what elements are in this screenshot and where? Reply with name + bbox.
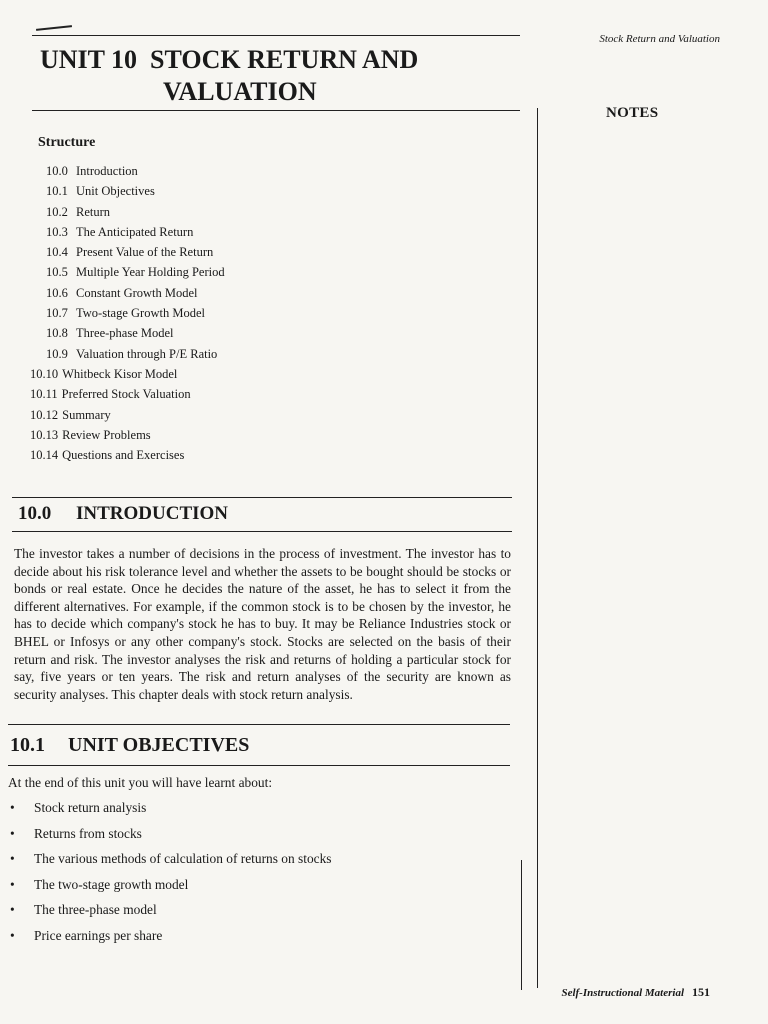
title-bottom-rule <box>32 110 520 111</box>
bullet-icon: • <box>10 800 15 815</box>
list-item <box>8 795 332 821</box>
objectives-intro: At the end of this unit you will have learnt about: <box>8 775 273 790</box>
list-item-text: Stock return analysis <box>34 800 147 815</box>
structure-item <box>30 405 225 425</box>
unit-title-line1: UNIT 10 STOCK RETURN AND <box>40 45 419 74</box>
structure-item-label: Three-phase Model <box>76 326 174 341</box>
intro-bottom-rule <box>12 531 512 532</box>
list-item-text: The various methods of calculation of returns on stocks <box>34 851 332 867</box>
structure-item <box>46 222 225 242</box>
objectives-title: UNIT OBJECTIVES <box>68 734 250 756</box>
structure-item-label: Unit Objectives <box>76 184 155 199</box>
structure-item-label: Preferred Stock Valuation <box>61 387 191 402</box>
list-item <box>8 872 332 898</box>
structure-item-label: Constant Growth Model <box>76 285 198 300</box>
bullet-icon: • <box>10 927 15 943</box>
notes-column-divider <box>537 108 538 988</box>
intro-title: INTRODUCTION <box>76 503 229 524</box>
structure-item <box>46 283 225 303</box>
structure-item-number: 10.6 <box>46 285 68 300</box>
structure-item-number: 10.5 <box>46 265 68 280</box>
list-item <box>8 897 332 923</box>
unit-title <box>40 44 418 108</box>
bullet-icon: • <box>10 902 15 918</box>
list-item-text: Returns from stocks <box>34 825 142 841</box>
structure-item <box>46 323 225 343</box>
list-item-text: Price earnings per share <box>34 927 163 943</box>
structure-heading: Structure <box>38 135 96 150</box>
structure-item-number: 10.2 <box>46 204 68 219</box>
objectives-number: 10.1 <box>10 734 45 756</box>
list-item <box>8 923 332 949</box>
list-item <box>8 846 332 872</box>
structure-item-number: 10.4 <box>46 245 68 260</box>
structure-list <box>30 161 225 465</box>
footer-divider <box>521 860 522 990</box>
intro-heading <box>18 503 228 525</box>
structure-item-number: 10.10 <box>30 366 59 381</box>
structure-item-number: 10.8 <box>46 326 68 341</box>
structure-item <box>30 384 225 404</box>
bullet-icon: • <box>10 851 15 867</box>
structure-item-number: 10.13 <box>30 427 59 442</box>
structure-item <box>46 262 225 282</box>
structure-item-number: 10.1 <box>46 184 68 199</box>
structure-item-label: The Anticipated Return <box>76 224 194 239</box>
running-head: Stock Return and Valuation <box>599 33 720 45</box>
objectives-bottom-rule <box>8 765 510 766</box>
bullet-icon: • <box>10 876 15 892</box>
objectives-list <box>8 795 332 949</box>
intro-top-rule <box>12 497 512 498</box>
structure-item-label: Questions and Exercises <box>62 448 185 463</box>
corner-mark <box>36 25 72 31</box>
intro-paragraph: The investor takes a number of decisions in the process of investment. The investor has to decide about his risk tolerance level and whether the assets to be bought should be stocks or bonds or real estate. Once he decides the nature of the asset, he has to select it from the different alternatives. For example, if the common stock is to be chosen by the investor, he has to decide which company's stock he has to buy. It may be Reliance Industries stock or BHEL or Infosys or any other company's stock. Stocks are selected on the basis of their return and risk. The investor analyses the risk and returns of holding a particular stock for say, five years or ten years. The risk and return analyses of the security are known as security analyses. This chapter deals with stock return analysis. <box>14 546 511 702</box>
structure-item-label: Multiple Year Holding Period <box>76 265 225 280</box>
structure-item-label: Introduction <box>76 164 138 178</box>
list-item <box>8 821 332 847</box>
structure-item-number: 10.7 <box>46 306 68 321</box>
list-item-text: The three-phase model <box>34 902 157 918</box>
structure-item-number: 10.14 <box>30 448 59 463</box>
structure-item <box>46 202 225 222</box>
structure-item-label: Two-stage Growth Model <box>76 306 205 321</box>
structure-item <box>46 303 225 323</box>
structure-item-number: 10.11 <box>30 387 58 402</box>
structure-item <box>46 242 225 262</box>
unit-title-line2: VALUATION <box>163 77 317 106</box>
structure-item-number: 10.3 <box>46 224 68 239</box>
structure-item <box>46 181 225 201</box>
structure-item-label: Summary <box>62 407 111 422</box>
objectives-heading <box>10 734 249 757</box>
footer-label: Self-Instructional Material <box>561 987 684 999</box>
structure-item <box>30 425 225 445</box>
structure-item-label: Return <box>76 204 111 219</box>
title-top-rule <box>32 35 520 36</box>
structure-item-label: Valuation through P/E Ratio <box>76 346 218 361</box>
structure-item-number: 10.12 <box>30 407 59 422</box>
structure-item <box>30 445 225 465</box>
page-footer <box>561 985 710 1000</box>
objectives-top-rule <box>8 724 510 725</box>
structure-item-label: Present Value of the Return <box>76 245 214 260</box>
structure-item <box>46 344 225 364</box>
page-number: 151 <box>692 985 710 999</box>
structure-item <box>30 364 225 384</box>
structure-item-number: 10.0 <box>46 164 68 178</box>
structure-item-label: Review Problems <box>62 427 151 442</box>
notes-label: NOTES <box>606 105 659 121</box>
bullet-icon: • <box>10 825 15 841</box>
intro-number: 10.0 <box>18 503 52 524</box>
structure-item-label: Whitbeck Kisor Model <box>62 366 178 381</box>
list-item-text: The two-stage growth model <box>34 876 189 892</box>
structure-item-number: 10.9 <box>46 346 68 361</box>
structure-item <box>46 161 225 181</box>
